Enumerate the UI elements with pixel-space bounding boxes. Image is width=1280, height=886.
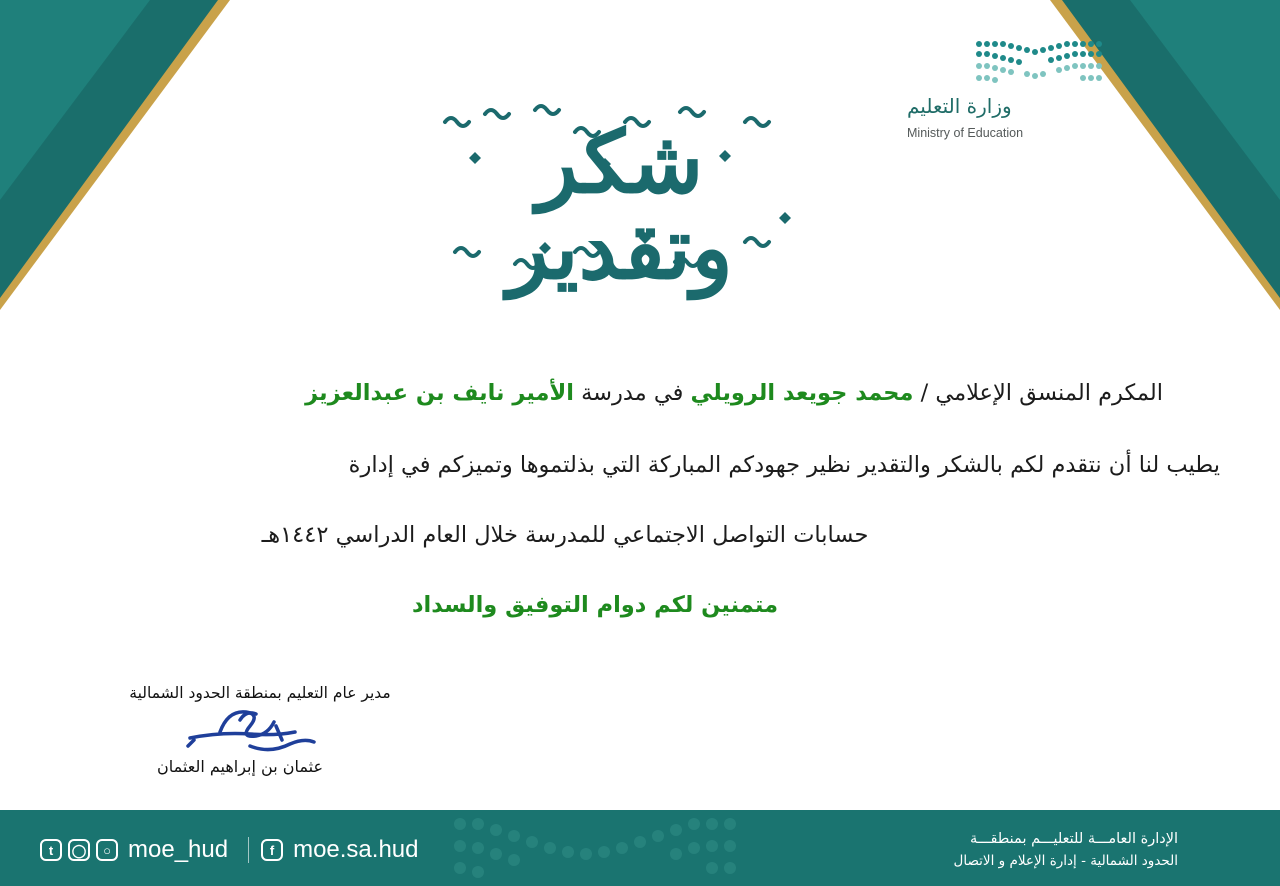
salutation-prefix: المكرم المنسق الإعلامي / <box>913 380 1163 406</box>
ministry-logo <box>895 38 1110 148</box>
salutation-line <box>40 380 1220 406</box>
footer-dots-pattern-icon <box>440 810 820 886</box>
facebook-handle[interactable]: moe.sa.hud <box>293 836 419 863</box>
ministry-name-english: Ministry of Education <box>907 126 1024 140</box>
school-name: الأمير نايف بن عبدالعزيز <box>305 380 574 406</box>
snapchat-icon[interactable]: ◯ <box>68 839 90 861</box>
handwritten-signature-icon <box>180 702 360 762</box>
footer-org-text <box>858 828 1178 872</box>
ministry-name-arabic: وزارة التعليم <box>907 94 1012 118</box>
ministry-logo-dots-icon <box>971 38 1107 88</box>
footer-org-line-1: الإدارة العامـــة للتعليـــم بمنطقـــة <box>969 831 1178 847</box>
facebook-icon[interactable]: f <box>261 839 283 861</box>
footer-bar <box>0 810 1280 886</box>
footer-org-line-2: الحدود الشمالية - إدارة الإعلام و الاتصال <box>953 853 1178 869</box>
page-title <box>425 92 815 299</box>
signature-block <box>60 682 460 792</box>
signer-name: عثمان بن إبراهيم العثمان <box>157 757 323 776</box>
closing-line: متمنين لكم دوام التوفيق والسداد <box>411 592 778 618</box>
twitter-icon[interactable]: t <box>40 839 62 861</box>
social-handle[interactable]: moe_hud <box>128 836 229 863</box>
instagram-icon[interactable]: ○ <box>96 839 118 861</box>
social-separator <box>248 837 249 863</box>
social-links <box>40 835 427 865</box>
corner-decoration-left <box>0 0 230 310</box>
signer-title: مدير عام التعليم بمنطقة الحدود الشمالية <box>129 684 391 702</box>
letter-line-3: حسابات التواصل الاجتماعي للمدرسة خلال العام الدراسي ١٤٤٢هـ <box>261 522 869 548</box>
salutation-middle: في مدرسة <box>573 380 691 406</box>
letter-line-2: يطيب لنا أن نتقدم لكم بالشكر والتقدير نظير جهودكم المباركة التي بذلتموها وتميزكم في إدارة <box>348 452 1220 478</box>
title-calligraphy-text: شكر وتقدير <box>507 112 733 299</box>
recipient-name: محمد جويعد الرويلي <box>690 380 914 406</box>
